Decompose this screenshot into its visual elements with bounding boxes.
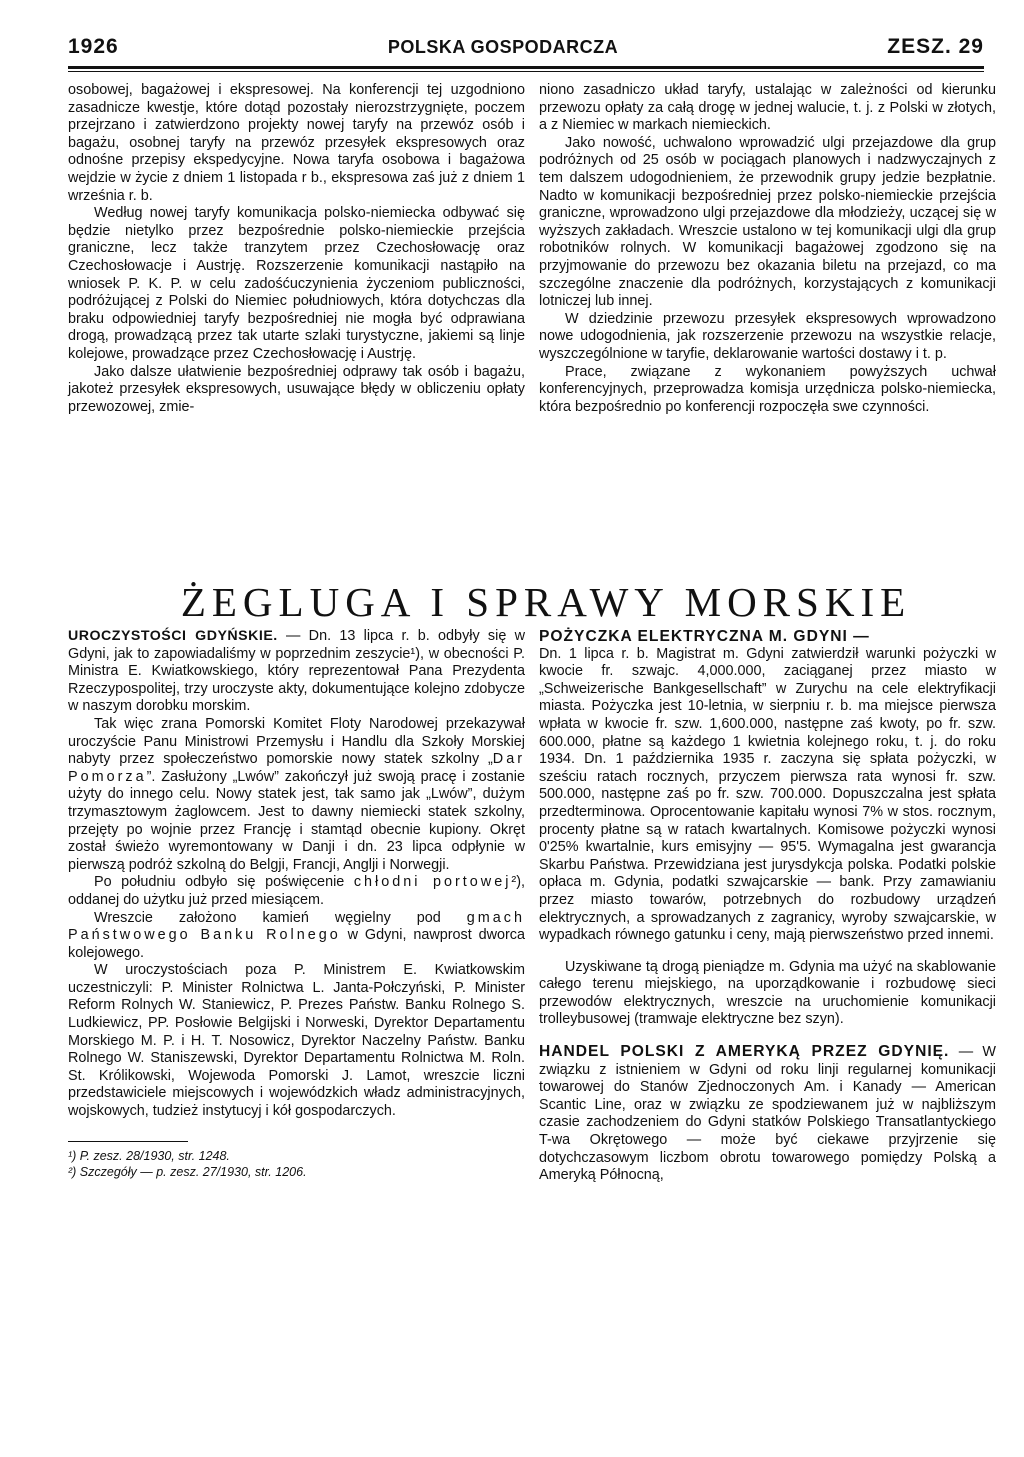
footnote: ²) Szczegóły — p. zesz. 27/1930, str. 1206. xyxy=(68,1164,307,1179)
article-lead xyxy=(68,628,525,716)
text-run: ²), oddanej do użytku już przed miesiącem. xyxy=(68,874,525,908)
top-left-column xyxy=(68,82,525,562)
top-columns xyxy=(68,82,996,562)
bottom-columns xyxy=(68,628,996,1428)
article-lead-text: — Dn. 13 lipca r. b. odbyły się w Gdyni, jak to zapowiadaliśmy w poprzednim zeszycie¹), w obecności P. Ministra E. Kwiatkowskiego, który reprezentował Pana Prezydenta Rzeczypospolitej, trzy uroczyste akty, dokumentujące kolejno zdobycze w naszym dorobku morskim. xyxy=(68,628,525,715)
paragraph: W dziedzinie przewozu przesyłek ekspresowych wprowadzono nowe udogodnienia, jak rozszerzenie przewozu na wszystkie relacje, wyszczególnione w taryfie, deklarowanie wartości dostawy i t. p. xyxy=(539,310,996,362)
text-run: Tak więc zrana Pomorski Komitet Floty Narodowej przekazywał uroczyście Panu Ministrowi Przemysłu i Handlu dla Szkoły Morskiej nabyty przez społeczeństwo pomorskie nowy statek szkolny „ xyxy=(68,715,525,768)
bottom-left-column xyxy=(68,628,525,1428)
bottom-right-column xyxy=(539,628,996,1428)
paragraph xyxy=(68,874,525,909)
ship-name: Dar Pomorza xyxy=(68,751,525,785)
text-run: Wreszcie założono kamień węgielny pod xyxy=(94,909,467,926)
article-title: HANDEL POLSKI Z AMERYKĄ PRZEZ GDYNIĘ. xyxy=(539,1043,950,1061)
header-rule xyxy=(68,66,984,69)
section-title: ŻEGLUGA I SPRAWY MORSKIE xyxy=(180,579,912,625)
text-run: Po południu odbyło się poświęcenie xyxy=(94,874,354,891)
article-lead-text: — W związku z istnieniem w Gdyni od roku linji regularnej komunikacji towarowej do Stanów Zjednoczonych Am. i Kanady — American Scantic Line, oraz w związku ze spodziewanem już w najbliższym czasie zachodzeniem do Gdyni statków Polskiego Transatlantyckiego T-wa Okrętowego — może być ciekawe przyjrzenie się dotychczasowym liczbom obrotu towarowego pomiędzy Polską a Ameryką Północną, xyxy=(539,1044,996,1184)
paragraph xyxy=(68,716,525,874)
article-lead xyxy=(539,1043,996,1185)
paragraph: Jako nowość, uchwalono wprowadzić ulgi przejazdowe dla grup podróżnych od 25 osób w pociągach planowych i nadzwyczajnych z tem dalszem udogodnieniem, że przewodnik grupy jedzie bezpłatnie. Nadto w komunikacji bezpośredniej przez polsko-niemieckie przejścia graniczne, wprowadzono ulgi przejazdowe dla młodzieży, uczącej się w wyższych zakładach. Wreszcie ustalono w tej komunikacji ulgi dla grup robotników rolnych. W komunikacji bagażowej zgodzono się na przyjmowanie do przewozu bez okazania biletu na przejazd, co ma szczególne znaczenie dla podróżnych, korzystających z komunikacji lotniczej lub innej. xyxy=(539,134,996,310)
text-run: ”. Zasłużony „Lwów” zakończył już swoją pracę i zostanie użyty do innego celu. Nowy statek jest, tak samo jak „Lwów”, dużym trzymasztowym żaglowcem. Jest to dawny niemiecki statek szkolny, przejęty po wojnie przez Francję i stamtąd obecnie kupiony. Okręt został świeżo wyremontowany w Danji i dn. 23 lipca odpłynie w pierwszą podróż szkolną do Belgji, Francji, Anglji i Norwegji. xyxy=(68,768,525,873)
text-run: w Gdyni, nawprost dworca kolejowego. xyxy=(68,927,525,961)
top-right-column xyxy=(539,82,996,562)
header-publication: POLSKA GOSPODARCZA xyxy=(387,36,619,57)
emphasis: chłodni portowej xyxy=(353,874,512,891)
emphasis: gmach Państwowego Banku Rolnego xyxy=(68,909,525,944)
article-title: POŻYCZKA ELEKTRYCZNA M. GDYNI — xyxy=(539,628,870,645)
article-title: UROCZYSTOŚCI GDYŃSKIE. xyxy=(68,628,278,644)
header-year: 1926 xyxy=(68,35,119,58)
header-issue: ZESZ. 29 xyxy=(887,35,984,58)
paragraph: niono zasadniczo układ taryfy, ustalając w zależności od kierunku przewozu opłaty za całą drogę w jednej walucie, t. j. z Polski w złotych, a z Niemiec w markach niemieckich. xyxy=(539,82,996,134)
paragraph: osobowej, bagażowej i ekspresowej. Na konferencji tej uzgodniono zasadnicze kwestje, które dotąd pozostały nierozstrzygnięte, poczem przejrzano i zatwierdzono projekty nowej taryfy na przewóz osób i bagażu, osobnej taryfy na przewóz przesyłek ekspresowych oraz odnośne przepisy ekspedycyjne. Nowa taryfa osobowa i bagażowa wejdzie w życie z dniem 1 listopada r b., ekspresowa zaś już z dniem 1 września r. b. xyxy=(68,82,525,204)
header-rule-thin xyxy=(68,71,984,72)
footnote: ¹) P. zesz. 28/1930, str. 1248. xyxy=(68,1148,230,1163)
paragraph: Jako dalsze ułatwienie bezpośredniej odprawy tak osób i bagażu, jakoteż przesyłek ekspresowych, usuwające błędy w obliczeniu opłaty przewozowej, zmie- xyxy=(68,363,525,415)
paragraph: Według nowej taryfy komunikacja polsko-niemiecka odbywać się będzie nietylko przez bezpośrednie polsko-niemieckie przejścia graniczne, lecz także tranzytem przez Czechosłowację oraz Czechosłowacje i Austrję. Rozszerzenie komunikacji nastąpiło na wniosek P. K. P. w celu zadośćuczynienia życzeniom publiczności, podróżującej z Polski do Niemiec południowych, która dotychczas dla braku odpowiedniej taryfy bezpośredniej nie mogła być odprawiana drogą, prowadzącą przez tak utarte szlaki turystyczne, jakiemi są linje kolejowe, prowadzące przez Czechosłowację i Austrję. xyxy=(68,205,525,362)
paragraph xyxy=(68,910,525,963)
paragraph: Dn. 1 lipca r. b. Magistrat m. Gdyni zatwierdził warunki pożyczki w kwocie fr. szwajc. 4,000.000, zaciąganej przez miasto w „Schweizerische Bankgesellschaft” w Zurychu na cele elektryfikacji miasta. Pożyczka jest 10-letnia, w sierpniu r. b. ma miejsce pierwsza wpłata w kwocie fr. szw. 1,600.000, następne zaś kwoty, po fr. szw. 600.000, płatne są każdego 1 kwietnia kolejnego roku, t. j. do roku 1934. Dn. 1 października 1935 r. zaczyna się spłata pożyczki, w sześciu ratach rocznych, przyczem pierwsza rata wynosi fr. szw. 500.000, następne zaś po fr. szw. 700.000. Dopuszczalna jest spłata przedterminowa. Oprocentowanie kapitału wynosi 7% w stos. rocznym, procenty płatne są w ratach kwartalnych. Komisowe pożyczki wynosi 0'25% kwartalnie, kurs emisyjny — 95'5. Wymagalna jest gwarancja Skarbu Państwa. Przewidziana jest jurysdykcja polska. Podatki polskie opłaca m. Gdynia, podatki szwajcarskie — bank. Przy zamawianiu przez miasto towarów, potrzebnych do rozbudowy urządzeń elektrycznych, a sprowadzanych z zagranicy, wyroby szwajcarskie, w wypadkach równego gatunku i ceny, mają pierwszeństwo przed innemi. xyxy=(539,645,996,944)
footnote-rule xyxy=(68,1141,188,1142)
running-head xyxy=(68,30,984,64)
paragraph: Prace, związane z wykonaniem powyższych uchwał konferencyjnych, przeprowadza komisja urzędnicza polsko-niemiecka, która bezpośrednio po konferencji rozpoczęła swe czynności. xyxy=(539,363,996,415)
paragraph: Uzyskiwane tą drogą pieniądze m. Gdynia ma użyć na skablowanie całego terenu miejskiego, na uporządkowanie i rozbudowę sieci przewodów elektrycznych, wreszcie na uruchomienie komunikacji trolleybusowej (tramwaje elektryczne bez szyn). xyxy=(539,958,996,1028)
paragraph: W uroczystościach poza P. Ministrem E. Kwiatkowskim uczestniczyli: P. Minister Rolnictwa L. Janta-Połczyński, P. Minister Reform Rolnych W. Staniewicz, P. Prezes Państw. Banku Rolnego S. Ludkiewicz, PP. Posłowie Belgijski i Norweski, Dyrektor Departamentu Morskiego M. P. i H. T. Nosowicz, Dyrektor Naczelny Państw. Banku Rolnego W. Staniszewski, Dyrektor Departamentu Rolnictwa M. Roln. St. Królikowski, Wojewoda Pomorski J. Lamot, wreszcie liczni przedstawiciele miejscowych i wojewódzkich władz administracyjnych, wojskowych, tudzież instytucyj i kół gospodarczych. xyxy=(68,962,525,1120)
